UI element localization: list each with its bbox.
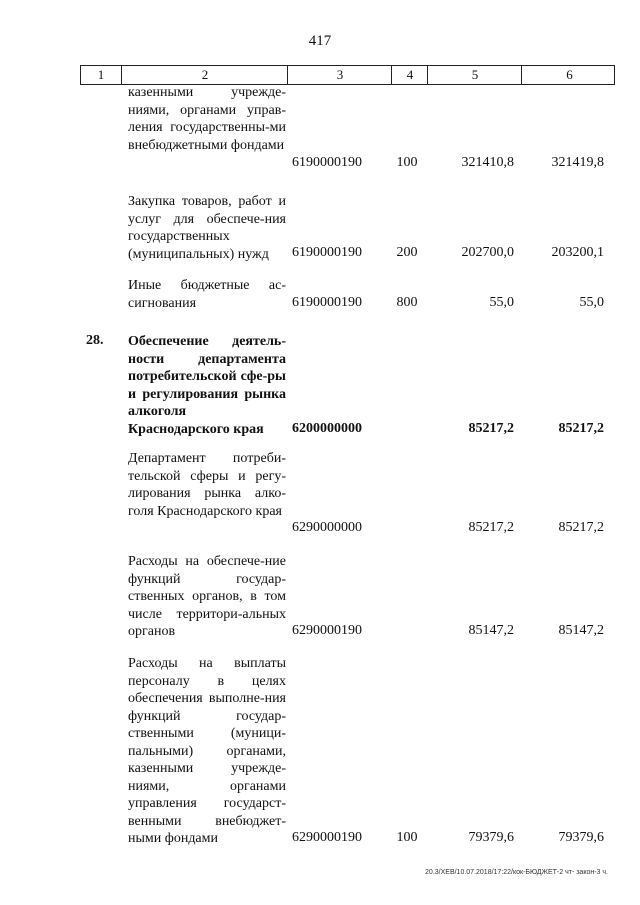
row-amount-1: 55,0 xyxy=(489,295,514,310)
row-expense-type: 800 xyxy=(396,295,418,310)
row-description: Расходы на выплаты персоналу в целях обеспечения выполне-ния функций государ-ственными (муници-пальными) органами, казенными учрежде-ниями, органами управления государст-венными внебюджет-ными фондами xyxy=(128,656,286,846)
row-amount-1: 79379,6 xyxy=(468,830,514,845)
header-col-3: 3 xyxy=(287,66,392,84)
page-number: 417 xyxy=(308,33,332,49)
row-amount-2: 203200,1 xyxy=(551,245,604,260)
row-code: 6200000000 xyxy=(292,421,362,436)
row-code: 6290000190 xyxy=(292,623,362,638)
row-description: Иные бюджетные ас-сигнования xyxy=(128,278,286,311)
row-amount-2: 55,0 xyxy=(579,295,604,310)
row-amount-2: 79379,6 xyxy=(558,830,604,845)
row-amount-2: 85217,2 xyxy=(558,421,604,436)
row-code: 6190000190 xyxy=(292,245,362,260)
table-header xyxy=(80,65,615,85)
row-code: 6290000190 xyxy=(292,830,362,845)
row-description: Закупка товаров, работ и услуг для обеспече-ния государственных (муниципальных) нужд xyxy=(128,194,286,262)
row-code: 6190000190 xyxy=(292,295,362,310)
header-col-1: 1 xyxy=(97,67,105,82)
row-amount-2: 85217,2 xyxy=(558,520,604,535)
row-amount-1: 85217,2 xyxy=(468,421,514,436)
row-description: казенными учрежде-ниями, органами управ-ления государственны-ми внебюджетными фондами xyxy=(128,85,286,153)
row-expense-type: 100 xyxy=(396,830,418,845)
row-code: 6290000000 xyxy=(292,520,362,535)
row-description: Расходы на обеспече-ние функций государ-ственных органов, в том числе территори-альных органов xyxy=(128,554,286,639)
row-amount-2: 85147,2 xyxy=(558,623,604,638)
header-col-4: 4 xyxy=(391,66,428,84)
row-description: Обеспечение деятель-ности департамента потребительской сфе-ры и регулирования рынка алкоголя Краснодарского края xyxy=(128,334,286,437)
document-footer: 20.3/ХЕВ/10.07.2018/17:22/кок-БЮДЖЕТ-2 чт- закон-3 ч. xyxy=(425,869,608,876)
row-amount-1: 321410,8 xyxy=(461,155,514,170)
row-number: 28. xyxy=(86,333,104,348)
row-expense-type: 200 xyxy=(396,245,418,260)
row-expense-type: 100 xyxy=(396,155,418,170)
header-col-6: 6 xyxy=(521,66,617,84)
header-col-5: 5 xyxy=(427,66,522,84)
row-description: Департамент потреби-тельской сферы и регу-лирования рынка алко-голя Краснодарского края xyxy=(128,451,286,519)
row-amount-1: 85217,2 xyxy=(468,520,514,535)
row-code: 6190000190 xyxy=(292,155,362,170)
row-amount-1: 202700,0 xyxy=(461,245,514,260)
row-amount-2: 321419,8 xyxy=(551,155,604,170)
row-amount-1: 85147,2 xyxy=(468,623,514,638)
header-col-2: 2 xyxy=(121,66,288,84)
